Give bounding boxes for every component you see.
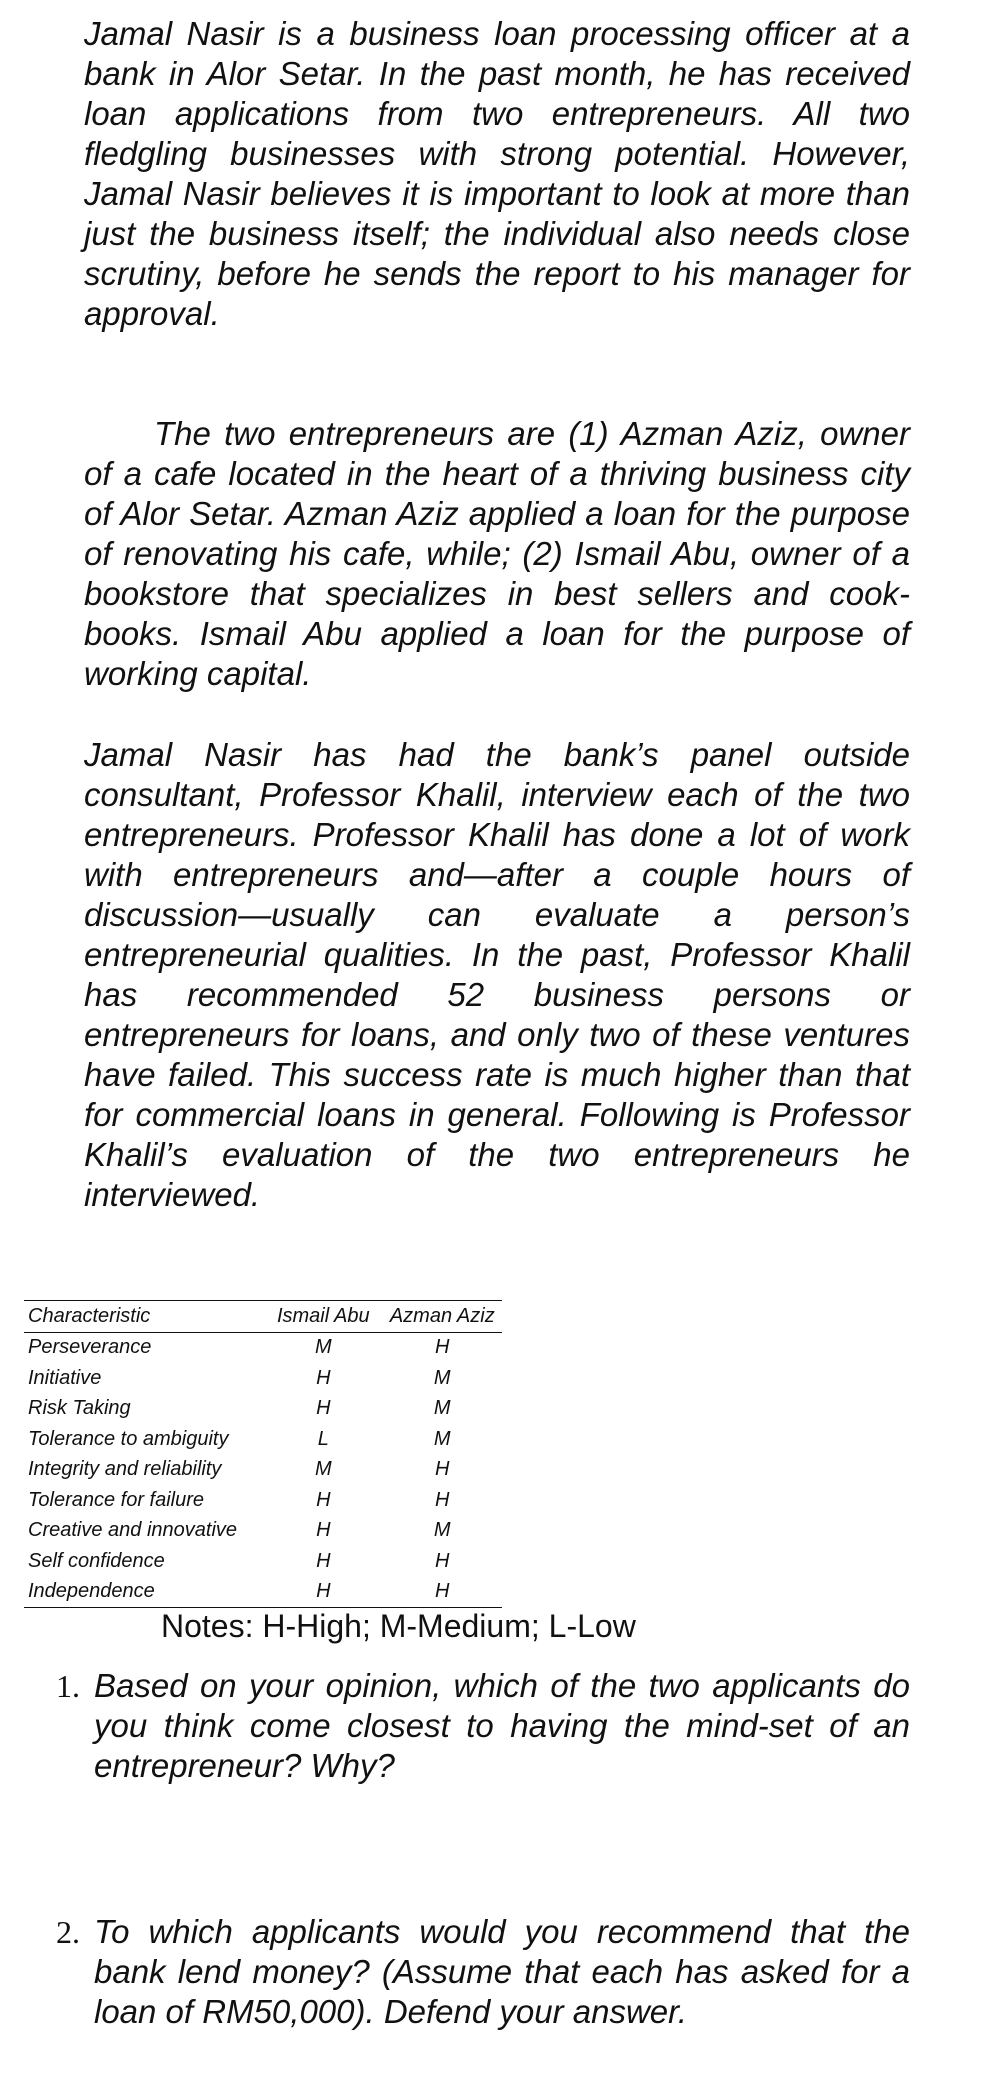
table-row	[24, 1455, 502, 1486]
table-row	[24, 1394, 502, 1425]
question-text: To which applicants would you recommend that the bank lend money? (Assume that each has asked for a loan of RM50,000). Defend your answer.	[94, 1913, 910, 2030]
entrepreneurs-paragraph: The two entrepreneurs are (1) Azman Aziz, owner of a cafe located in the heart of a thriving business city of Alor Setar. Azman Aziz applied a loan for the purpose of renovating his cafe, while; (2) Ismail Abu, owner of a bookstore that specializes in best sellers and cook-books. Ismail Abu applied a loan for the purpose of working capital.	[84, 415, 910, 692]
ismail-rating-cell: H	[316, 1580, 331, 1603]
table-row	[24, 1577, 502, 1608]
azman-rating-cell: M	[433, 1366, 451, 1389]
table-row	[24, 1332, 502, 1363]
characteristic-cell: Integrity and reliability	[28, 1458, 222, 1481]
table-row	[24, 1546, 502, 1577]
intro-paragraph: Jamal Nasir is a business loan processing officer at a bank in Alor Setar. In the past month, he has received loan applications from two entrepreneurs. All two fledgling businesses with strong potential. However, Jamal Nasir believes it is important to look at more than just the business itself; the individual also needs close scrutiny, before he sends the report to his manager for approval.	[84, 15, 910, 332]
characteristic-cell: Independence	[28, 1580, 155, 1603]
characteristic-cell: Perseverance	[28, 1336, 152, 1359]
azman-rating-cell: H	[435, 1549, 450, 1572]
ismail-rating-cell: H	[316, 1549, 331, 1572]
table-notes: Notes: H-High; M-Medium; L-Low	[161, 1608, 636, 1644]
table-row	[24, 1485, 502, 1516]
azman-rating-cell: H	[435, 1580, 450, 1603]
azman-rating-cell: M	[433, 1427, 451, 1450]
characteristic-cell: Initiative	[28, 1366, 102, 1389]
azman-rating-cell: M	[433, 1519, 451, 1542]
ismail-rating-cell: L	[317, 1427, 329, 1450]
azman-rating-cell: H	[435, 1336, 450, 1359]
characteristic-cell: Risk Taking	[28, 1397, 131, 1420]
table-row	[24, 1363, 502, 1394]
ismail-rating-cell: M	[314, 1458, 332, 1481]
ismail-rating-cell: H	[316, 1397, 331, 1420]
header-ismail-abu: Ismail Abu	[276, 1304, 370, 1327]
table-row	[24, 1424, 502, 1455]
question-number: 2.	[56, 1914, 80, 1950]
characteristic-cell: Self confidence	[28, 1549, 165, 1572]
characteristic-cell: Tolerance for failure	[28, 1488, 205, 1511]
ismail-rating-cell: H	[316, 1519, 331, 1542]
table-header-row	[24, 1301, 502, 1333]
characteristic-cell: Tolerance to ambiguity	[28, 1427, 229, 1450]
question-text: Based on your opinion, which of the two applicants do you think come closest to having the mind-set of an entrepreneur? Why?	[94, 1667, 910, 1784]
azman-rating-cell: H	[435, 1488, 450, 1511]
ismail-rating-cell: M	[314, 1336, 332, 1359]
table-row	[24, 1516, 502, 1547]
azman-rating-cell: M	[433, 1397, 451, 1420]
question-1	[56, 1666, 910, 1786]
question-number: 1.	[56, 1668, 80, 1704]
question-2	[56, 1912, 910, 2032]
azman-rating-cell: H	[435, 1458, 450, 1481]
header-azman-aziz: Azman Aziz	[389, 1304, 495, 1327]
header-characteristic: Characteristic	[28, 1304, 151, 1327]
ismail-rating-cell: H	[316, 1366, 331, 1389]
ismail-rating-cell: H	[316, 1488, 331, 1511]
consultant-paragraph: Jamal Nasir has had the bank’s panel outside consultant, Professor Khalil, interview each of the two entrepreneurs. Professor Khalil has done a lot of work with entrepreneurs and—after a couple hours of discussion—usually can evaluate a person’s entrepreneurial qualities. In the past, Professor Khalil has recommended 52 business persons or entrepreneurs for loans, and only two of these ventures have failed. This success rate is much higher than that for commercial loans in general. Following is Professor Khalil’s evaluation of the two entrepreneurs he interviewed.	[84, 736, 910, 1213]
characteristic-cell: Creative and innovative	[28, 1519, 238, 1542]
evaluation-table	[24, 1300, 502, 1608]
